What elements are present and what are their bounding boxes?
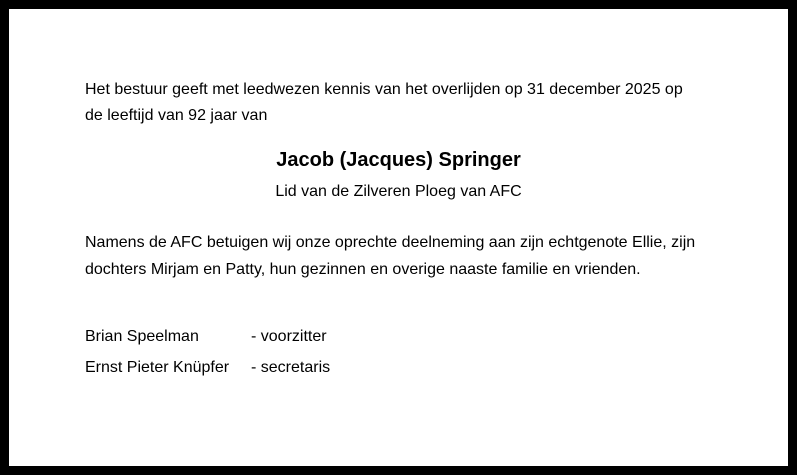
condolence-text-line-1: Namens de AFC betuigen wij onze oprechte deelneming aan zijn echtgenote Ellie, zijn: [85, 234, 696, 251]
signatory-role: - secretaris: [251, 359, 331, 376]
signatory-name: Ernst Pieter Knüpfer: [85, 359, 230, 376]
signatory-role: - voorzitter: [251, 328, 327, 345]
condolence-text-line-2: dochters Mirjam en Patty, hun gezinnen en overige naaste familie en vrienden.: [85, 261, 641, 278]
signatory-name: Brian Speelman: [85, 328, 199, 345]
deceased-name: Jacob (Jacques) Springer: [276, 149, 521, 171]
intro-text-line-2: de leeftijd van 92 jaar van: [85, 107, 268, 124]
membership-subtitle: Lid van de Zilveren Ploeg van AFC: [275, 183, 522, 200]
intro-text-line-1: Het bestuur geeft met leedwezen kennis van het overlijden op 31 december 2025 op: [85, 81, 683, 98]
